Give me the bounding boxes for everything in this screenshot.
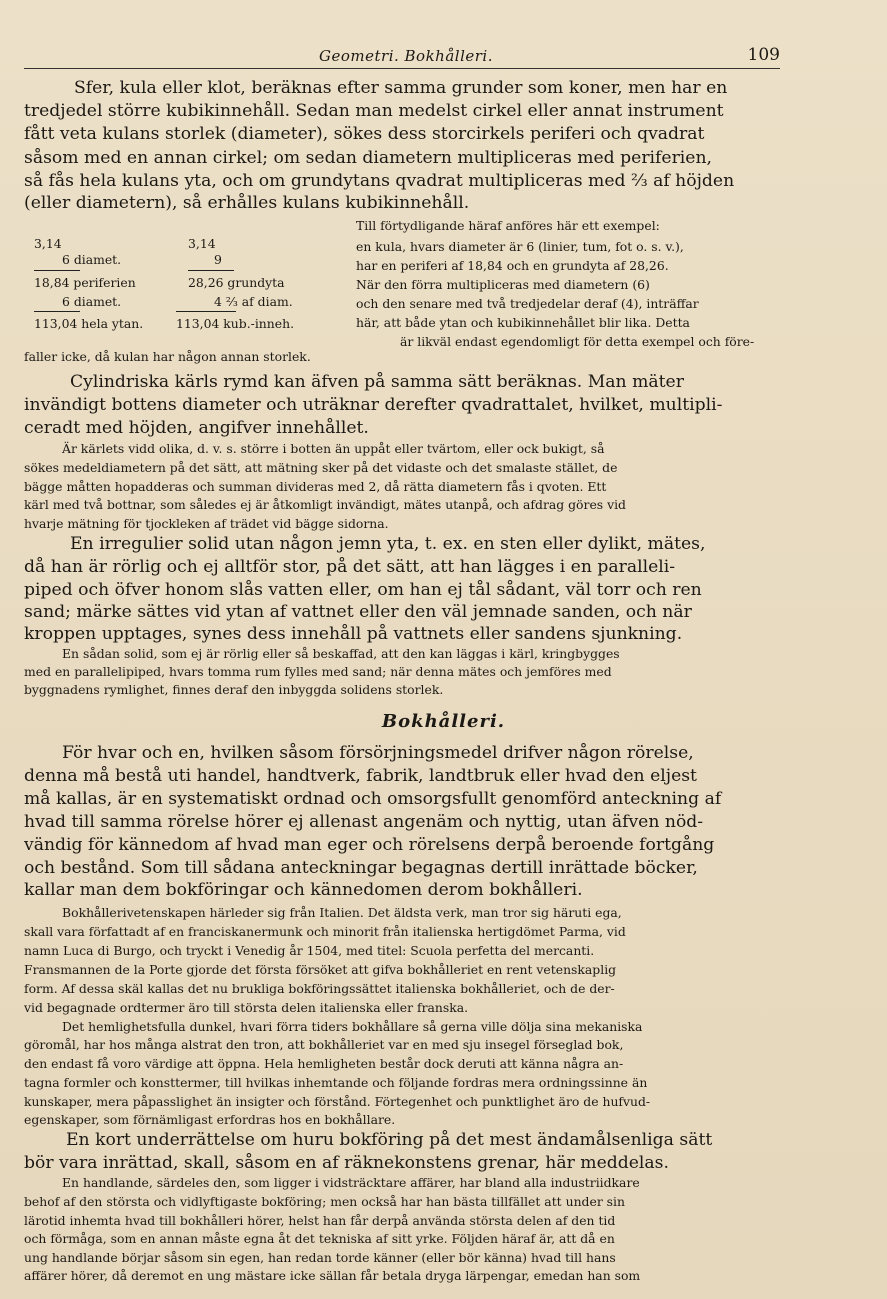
- text-line: För hvar och en, hvilken såsom försörjningsmedel drifver någon rörelse,: [62, 743, 694, 763]
- text-line: piped och öfver honom slås vatten eller, om han ej tål sådant, väl torr och ren: [24, 580, 702, 600]
- text-line: faller icke, då kulan har någon annan storlek.: [24, 349, 311, 364]
- text-line: och förmåga, som en annan måste egna åt det tekniska af sitt yrke. Följden häraf är, att då en: [24, 1231, 615, 1246]
- text-line: fått veta kulans storlek (diameter), sökes dess storcirkels periferi och qvadrat: [24, 124, 705, 144]
- calc-value: 18,84 periferien: [34, 275, 136, 290]
- text-line: vid begagnade ordtermer äro till största delen italienska eller franska.: [24, 1000, 469, 1015]
- text-line: den endast få voro värdige att öppna. Hela hemligheten består dock deruti att känna några an-: [24, 1056, 624, 1071]
- text-line: då han är rörlig och ej alltför stor, på det sätt, att han lägges i en paralleli-: [24, 557, 676, 577]
- text-line: Sfer, kula eller klot, beräknas efter samma grunder som koner, men har en: [74, 78, 728, 98]
- text-line: När den förra multipliceras med diametern (6): [356, 277, 650, 292]
- text-line: göromål, har hos många alstrat den tron, att bokhålleriet var en med sju insegel förseglad bok,: [24, 1037, 624, 1052]
- header-title: Geometri. Bokhålleri.: [319, 47, 493, 65]
- sum-rule: [34, 270, 80, 271]
- text-line: form. Af dessa skäl kallas det nu brukliga bokföringssättet italienska bokhålleriet, och de der-: [24, 981, 615, 996]
- text-line: bör vara inrättad, skall, såsom en af räknekonstens grenar, här meddelas.: [24, 1153, 669, 1173]
- text-line: namn Luca di Burgo, och tryckt i Venedig år 1504, med titel: Scuola perfetta del mercanti.: [24, 943, 595, 958]
- text-line: kallar man dem bokföringar och kännedomen derom bokhålleri.: [24, 880, 583, 900]
- sum-rule: [34, 311, 80, 312]
- text-line: kärl med två bottnar, som således ej är åtkomligt invändigt, mätes utanpå, och afdrag göres vid: [24, 497, 626, 512]
- calc-value: 3,14: [188, 236, 216, 251]
- calc-value: 9: [214, 252, 222, 267]
- text-line: Fransmannen de la Porte gjorde det första försöket att gifva bokhålleriet en rent vetenskaplig: [24, 962, 617, 977]
- text-line: tagna formler och konsttermer, till hvilkas inhemtande och följande fordras mera ordningssinne än: [24, 1075, 648, 1090]
- calc-value: 113,04 kub.-inneh.: [176, 316, 295, 331]
- text-line: så fås hela kulans yta, och om grundytans qvadrat multipliceras med ⅔ af höjden: [24, 171, 735, 191]
- text-line: är likväl endast egendomligt för detta exempel och före-: [400, 334, 755, 349]
- calc-value: 3,14: [34, 236, 62, 251]
- text-line: (eller diametern), så erhålles kulans kubikinnehåll.: [24, 193, 470, 213]
- running-header: [24, 44, 780, 69]
- text-line: ung handlande börjar såsom sin egen, han redan torde känner (eller bör känna) hvad till hans: [24, 1250, 616, 1265]
- text-line: Bokhållerivetenskapen härleder sig från Italien. Det äldsta verk, man tror sig häruti ega,: [62, 905, 622, 920]
- text-line: Cylindriska kärls rymd kan äfven på samma sätt beräknas. Man mäter: [70, 372, 684, 392]
- text-line: behof af den största och vidlyftigaste bokföring; men också har han bästa tillfället att under sin: [24, 1194, 625, 1209]
- text-line: Till förtydligande häraf anföres här ett exempel:: [356, 218, 660, 233]
- calc-value: 113,04 hela ytan.: [34, 316, 144, 331]
- text-line: och den senare med två tredjedelar deraf (4), inträffar: [356, 296, 699, 311]
- text-line: hvad till samma rörelse hörer ej allenast angenäm och nyttig, utan äfven nöd-: [24, 812, 704, 832]
- calc-value: 28,26 grundyta: [188, 275, 285, 290]
- text-line: här, att både ytan och kubikinnehållet blir lika. Detta: [356, 315, 690, 330]
- text-line: hvarje mätning för tjockleken af trädet vid bägge sidorna.: [24, 516, 389, 531]
- text-line: Det hemlighetsfulla dunkel, hvari förra tiders bokhållare så gerna ville dölja sina mekaniska: [62, 1019, 643, 1034]
- text-line: invändigt bottens diameter och uträknar derefter qvadrattalet, hvilket, multipli-: [24, 395, 723, 415]
- text-line: En sådan solid, som ej är rörlig eller så beskaffad, att den kan läggas i kärl, kringbygges: [62, 646, 620, 661]
- text-line: En irregulier solid utan någon jemn yta, t. ex. en sten eller dylikt, mätes,: [70, 534, 706, 554]
- text-line: ceradt med höjden, angifver innehållet.: [24, 418, 369, 438]
- text-line: En handlande, särdeles den, som ligger i vidsträcktare affärer, har bland alla industriidkare: [62, 1175, 640, 1190]
- text-line: skall vara författadt af en franciskanermunk och minorit från italienska hertigdömet Parma, vid: [24, 924, 626, 939]
- text-line: kunskaper, mera påpasslighet än insigter och förstånd. Förtegenhet och punktlighet äro de hufvud-: [24, 1094, 651, 1109]
- text-line: En kort underrättelse om huru bokföring på det mest ändamålsenliga sätt: [66, 1130, 713, 1150]
- text-line: egenskaper, som förnämligast erfordras hos en bokhållare.: [24, 1112, 396, 1127]
- page-number: 109: [747, 45, 780, 65]
- text-line: byggnadens rymlighet, finnes deraf den inbyggda solidens storlek.: [24, 682, 444, 697]
- text-line: vändig för kännedom af hvad man eger och rörelsens derpå beroende fortgång: [24, 835, 715, 855]
- text-line: denna må bestå uti handel, handtverk, fabrik, landtbruk eller hvad den eljest: [24, 766, 697, 786]
- text-line: har en periferi af 18,84 och en grundyta af 28,26.: [356, 258, 669, 273]
- sum-rule: [188, 270, 234, 271]
- text-line: och bestånd. Som till sådana anteckningar begagnas dertill inrättade böcker,: [24, 858, 698, 878]
- text-line: tredjedel större kubikinnehåll. Sedan man medelst cirkel eller annat instrument: [24, 101, 724, 121]
- text-line: bägge måtten hopadderas och summan divideras med 2, då rätta diametern fås i qvoten. Ett: [24, 479, 607, 494]
- text-line: såsom med en annan cirkel; om sedan diametern multipliceras med periferien,: [24, 148, 712, 168]
- text-line: en kula, hvars diameter är 6 (linier, tum, fot o. s. v.),: [356, 239, 684, 254]
- text-line: affärer hörer, då deremot en ung mästare icke sällan får betala dryga lärpengar, emedan han som: [24, 1268, 641, 1283]
- calc-value: 6 diamet.: [62, 294, 122, 309]
- text-line: Är kärlets vidd olika, d. v. s. större i botten än uppåt eller tvärtom, eller ock bukigt, så: [62, 441, 605, 456]
- sum-rule: [176, 311, 236, 312]
- text-line: lärotid inhemta hvad till bokhålleri hörer, helst han får derpå använda största delen af den tid: [24, 1213, 616, 1228]
- text-line: med en parallelipiped, hvars tomma rum fylles med sand; när denna mätes och jemföres med: [24, 664, 612, 679]
- text-line: sökes medeldiametern på det sätt, att mätning sker på det vidaste och det smalaste stället, de: [24, 460, 618, 475]
- calc-value: 4 ⅔ af diam.: [214, 294, 293, 309]
- section-heading: Bokhålleri.: [381, 711, 506, 732]
- text-line: sand; märke sättes vid ytan af vattnet eller den väl jemnade sanden, och när: [24, 602, 692, 622]
- text-line: må kallas, är en systematiskt ordnad och omsorgsfullt genomförd anteckning af: [24, 789, 722, 809]
- text-line: kroppen upptages, synes dess innehåll på vattnets eller sandens sjunkning.: [24, 624, 683, 644]
- calc-value: 6 diamet.: [62, 252, 122, 267]
